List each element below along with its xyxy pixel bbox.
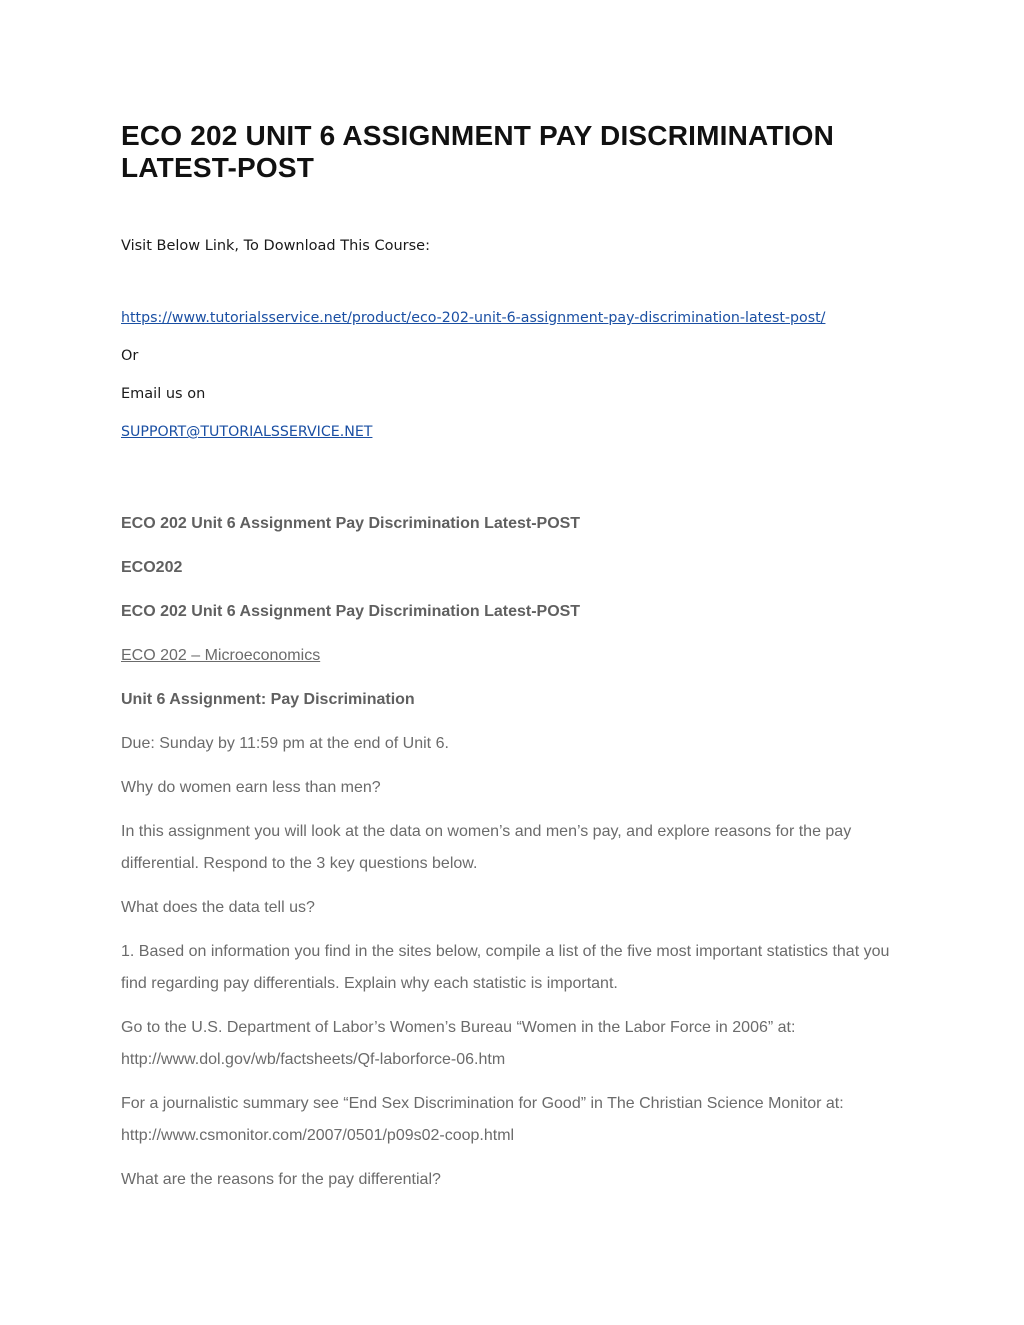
due-date: Due: Sunday by 11:59 pm at the end of Unit 6.	[121, 735, 449, 752]
content-heading-1: ECO 202 Unit 6 Assignment Pay Discrimination Latest-POST	[121, 515, 581, 532]
visit-instruction: Visit Below Link, To Download This Course:	[121, 238, 430, 254]
email-label: Email us on	[121, 386, 206, 402]
support-email-link[interactable]: SUPPORT@TUTORIALSSERVICE.NET	[121, 424, 373, 440]
course-name-link[interactable]: ECO 202 – Microeconomics	[121, 647, 321, 664]
item-1: 1. Based on information you find in the sites below, compile a list of the five most important statistics that you find regarding pay differentials. Explain why each statistic is important.	[121, 943, 890, 992]
download-info	[121, 236, 911, 442]
csm-reference: For a journalistic summary see “End Sex Discrimination for Good” in The Christian Science Monitor at: http://www.csmonitor.com/2007/0501/p09s02-coop.html	[121, 1095, 844, 1144]
assignment-title: Unit 6 Assignment: Pay Discrimination	[121, 691, 415, 708]
content-heading-2: ECO 202 Unit 6 Assignment Pay Discrimination Latest-POST	[121, 603, 581, 620]
assignment-content	[121, 508, 911, 1196]
course-code: ECO202	[121, 559, 183, 576]
course-download-link[interactable]: https://www.tutorialsservice.net/product/eco-202-unit-6-assignment-pay-discrimination-latest-post/	[121, 310, 826, 326]
main-question: Why do women earn less than men?	[121, 779, 381, 796]
document-body	[121, 120, 911, 1208]
document-title: ECO 202 UNIT 6 ASSIGNMENT PAY DISCRIMINATION LATEST-POST	[121, 120, 835, 183]
intro-paragraph: In this assignment you will look at the data on women’s and men’s pay, and explore reasons for the pay differential. Respond to the 3 key questions below.	[121, 823, 852, 872]
reasons-question: What are the reasons for the pay differential?	[121, 1171, 441, 1188]
or-text: Or	[121, 348, 139, 364]
dol-reference: Go to the U.S. Department of Labor’s Women’s Bureau “Women in the Labor Force in 2006” at: http://www.dol.gov/wb/factsheets/Qf-laborforce-06.htm	[121, 1019, 796, 1068]
data-question: What does the data tell us?	[121, 899, 315, 916]
